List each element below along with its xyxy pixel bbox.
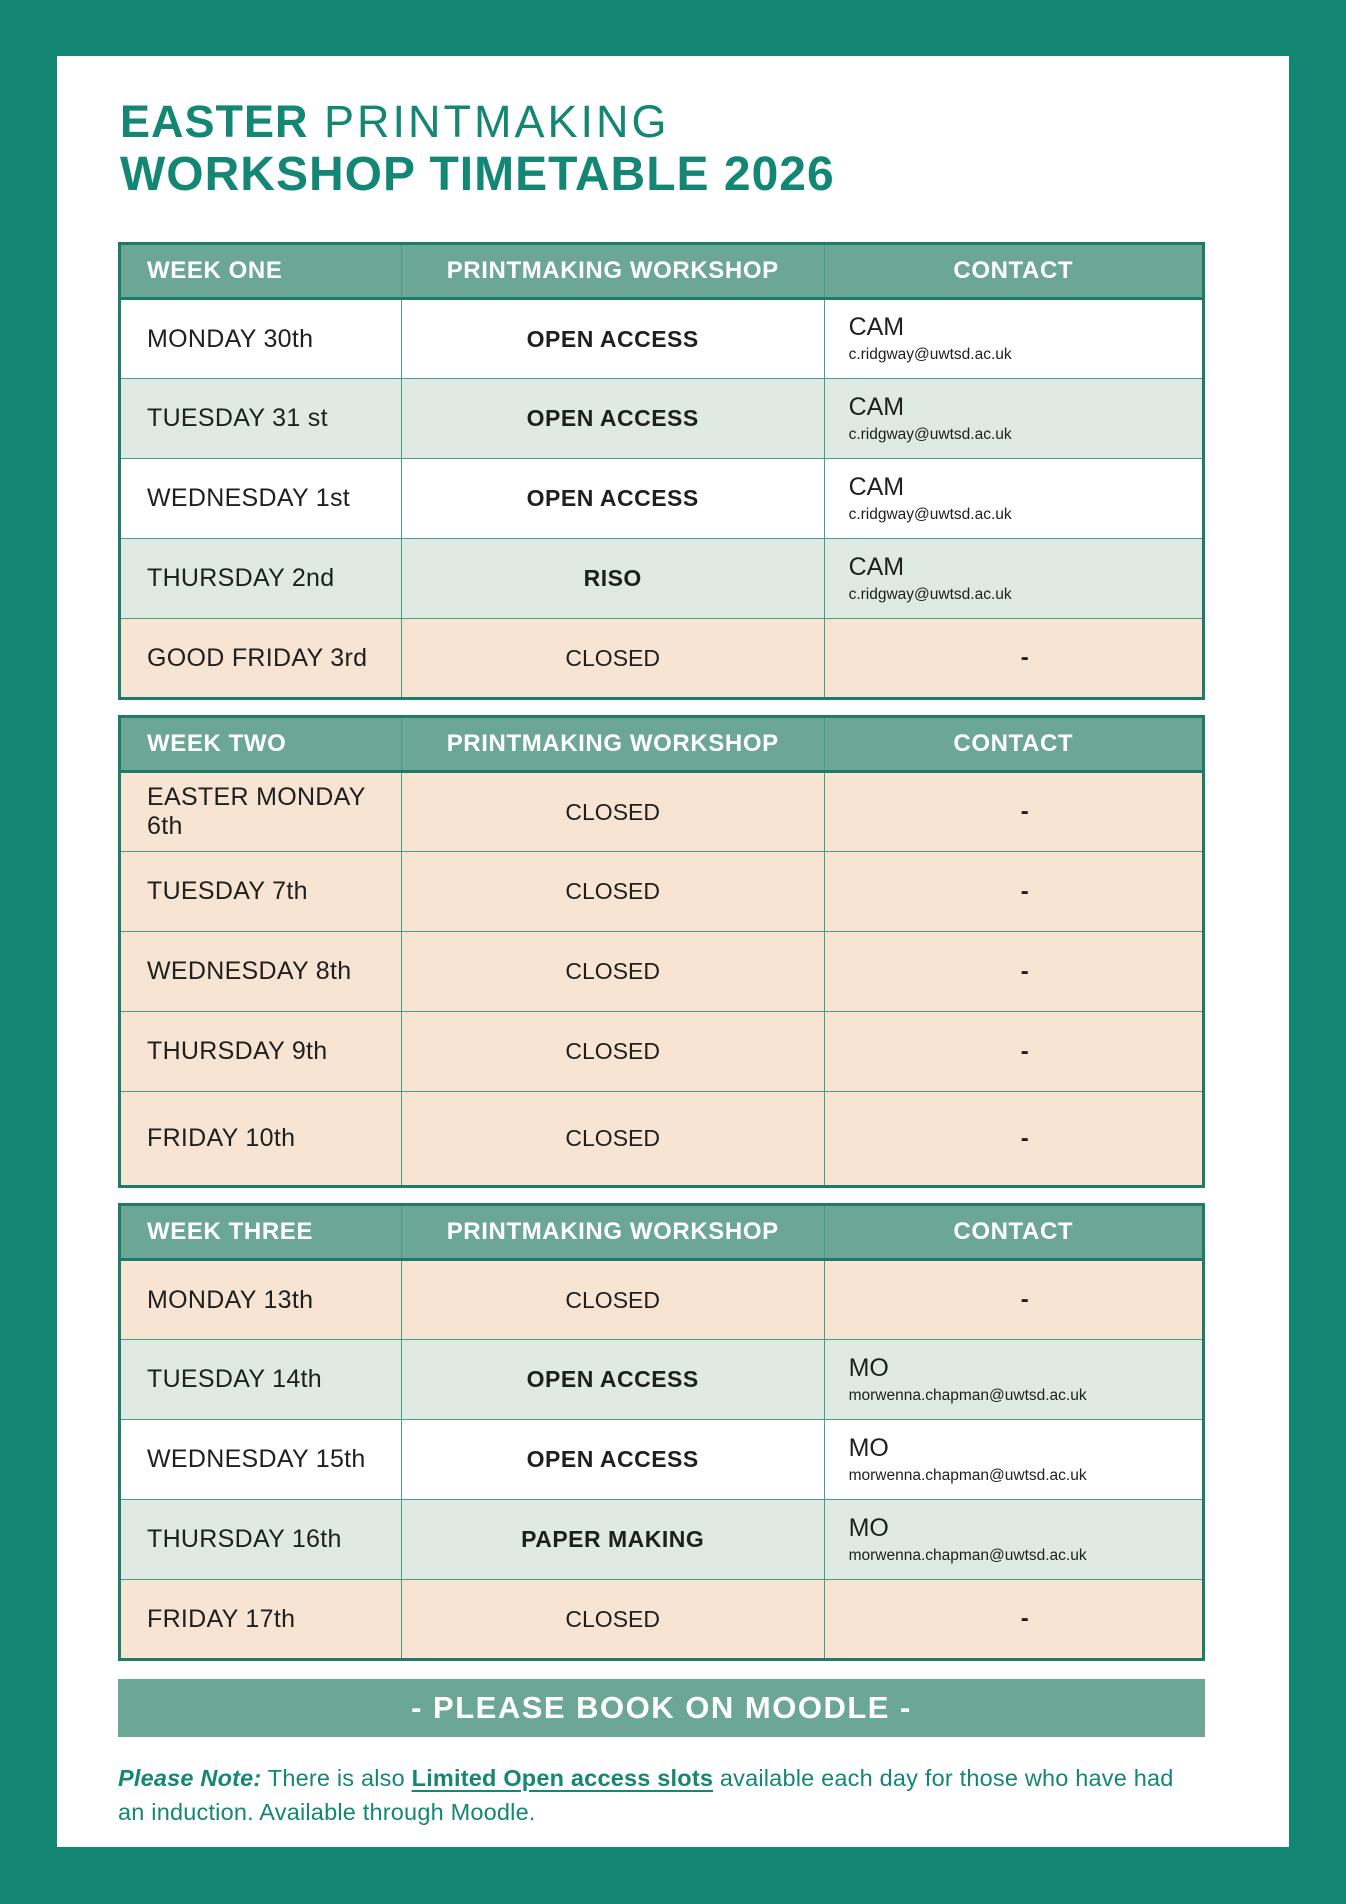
workshop-cell: OPEN ACCESS [401, 299, 824, 379]
contact-name: CAM [848, 313, 905, 341]
title-printmaking: PRINTMAKING [308, 96, 670, 147]
table-row [120, 1500, 1204, 1580]
contact-cell [824, 1340, 1203, 1420]
contact-cell [824, 539, 1203, 619]
workshop-cell: OPEN ACCESS [401, 379, 824, 459]
workshop-cell: PAPER MAKING [401, 1500, 824, 1580]
contact-column-header: CONTACT [824, 244, 1203, 299]
contact-name: CAM [848, 392, 905, 421]
workshop-cell: CLOSED [401, 1092, 824, 1187]
title-easter: EASTER [120, 96, 309, 147]
table-row [120, 1580, 1204, 1660]
footer-note [118, 1761, 1205, 1829]
week-label-header: WEEK ONE [120, 244, 402, 299]
table-row [120, 932, 1204, 1012]
day-cell: THURSDAY 16th [120, 1500, 402, 1580]
moodle-banner [118, 1679, 1205, 1737]
contact-dash: - [1020, 957, 1029, 985]
workshop-cell: CLOSED [401, 1580, 824, 1660]
workshop-cell: OPEN ACCESS [401, 1420, 824, 1500]
contact-cell [824, 1012, 1203, 1092]
day-cell: FRIDAY 17th [120, 1580, 402, 1660]
contact-column-header: CONTACT [824, 717, 1203, 772]
day-cell: MONDAY 30th [120, 299, 402, 379]
note-text-before: There is also [261, 1765, 412, 1791]
contact-cell [824, 459, 1203, 539]
note-highlight: Limited Open access slots [411, 1765, 714, 1791]
contact-cell [824, 772, 1203, 852]
week-label-header: WEEK TWO [120, 717, 402, 772]
day-cell: WEDNESDAY 15th [120, 1420, 402, 1500]
contact-cell [824, 1500, 1203, 1580]
table-row [120, 772, 1204, 852]
contact-cell [824, 1580, 1203, 1660]
contact-dash: - [1020, 798, 1029, 825]
contact-dash: - [1020, 644, 1029, 671]
table-row [120, 1420, 1204, 1500]
contact-email: c.ridgway@uwtsd.ac.uk [848, 585, 1012, 603]
contact-name: CAM [848, 552, 905, 581]
title-line-2: WORKSHOP TIMETABLE 2026 [120, 148, 835, 201]
contact-email: c.ridgway@uwtsd.ac.uk [848, 425, 1012, 443]
table-header-row [120, 244, 1204, 299]
day-cell: THURSDAY 9th [120, 1012, 402, 1092]
contact-cell [824, 299, 1203, 379]
contact-dash: - [1020, 1124, 1029, 1152]
day-cell: THURSDAY 2nd [120, 539, 402, 619]
contact-email: morwenna.chapman@uwtsd.ac.uk [848, 1386, 1087, 1404]
workshop-cell: RISO [401, 539, 824, 619]
note-label: Please Note: [118, 1765, 262, 1791]
table-row [120, 459, 1204, 539]
day-cell: TUESDAY 31 st [120, 379, 402, 459]
workshop-cell: CLOSED [401, 619, 824, 699]
page [57, 56, 1289, 1847]
day-cell: GOOD FRIDAY 3rd [120, 619, 402, 699]
contact-email: c.ridgway@uwtsd.ac.uk [848, 346, 1012, 363]
workshop-column-header: PRINTMAKING WORKSHOP [401, 717, 824, 772]
banner-text: - PLEASE BOOK ON MOODLE - [411, 1690, 912, 1725]
workshop-cell: CLOSED [401, 852, 824, 932]
contact-dash: - [1020, 877, 1029, 905]
contact-cell [824, 1092, 1203, 1187]
workshop-column-header: PRINTMAKING WORKSHOP [401, 1205, 824, 1260]
table-header-row [120, 1205, 1204, 1260]
contact-cell [824, 1420, 1203, 1500]
table-row [120, 1012, 1204, 1092]
table-header-row [120, 717, 1204, 772]
week-two-table [118, 715, 1205, 1188]
week-three-table [118, 1203, 1205, 1661]
contact-cell [824, 1260, 1203, 1340]
table-row [120, 379, 1204, 459]
day-cell: MONDAY 13th [120, 1260, 402, 1340]
contact-name: CAM [848, 472, 905, 501]
day-cell: WEDNESDAY 1st [120, 459, 402, 539]
contact-column-header: CONTACT [824, 1205, 1203, 1260]
contact-cell [824, 852, 1203, 932]
table-row [120, 1092, 1204, 1187]
table-row [120, 619, 1204, 699]
contact-cell [824, 619, 1203, 699]
table-row [120, 539, 1204, 619]
contact-email: c.ridgway@uwtsd.ac.uk [848, 505, 1012, 523]
contact-name: MO [848, 1433, 889, 1462]
workshop-column-header: PRINTMAKING WORKSHOP [401, 244, 824, 299]
contact-dash: - [1020, 1037, 1029, 1065]
week-one-table [118, 242, 1205, 700]
workshop-cell: CLOSED [401, 772, 824, 852]
page-title [120, 96, 1205, 202]
day-cell: WEDNESDAY 8th [120, 932, 402, 1012]
contact-email: morwenna.chapman@uwtsd.ac.uk [848, 1466, 1087, 1484]
workshop-cell: CLOSED [401, 1012, 824, 1092]
contact-name: MO [848, 1513, 889, 1542]
contact-cell [824, 379, 1203, 459]
day-cell: TUESDAY 7th [120, 852, 402, 932]
contact-dash: - [1020, 1286, 1029, 1313]
day-cell: EASTER MONDAY 6th [120, 772, 402, 852]
title-line-1 [120, 96, 1205, 148]
workshop-cell: OPEN ACCESS [401, 459, 824, 539]
workshop-cell: CLOSED [401, 1260, 824, 1340]
workshop-cell: CLOSED [401, 932, 824, 1012]
day-cell: TUESDAY 14th [120, 1340, 402, 1420]
contact-name: MO [848, 1353, 889, 1382]
table-row [120, 1340, 1204, 1420]
contact-cell [824, 932, 1203, 1012]
table-row [120, 852, 1204, 932]
day-cell: FRIDAY 10th [120, 1092, 402, 1187]
contact-dash: - [1020, 1605, 1029, 1632]
workshop-cell: OPEN ACCESS [401, 1340, 824, 1420]
note-text-after: available each day for those who have had an induction. Available through Moodle. [118, 1765, 1174, 1825]
contact-email: morwenna.chapman@uwtsd.ac.uk [848, 1546, 1087, 1564]
week-label-header: WEEK THREE [120, 1205, 402, 1260]
table-row [120, 1260, 1204, 1340]
table-row [120, 299, 1204, 379]
